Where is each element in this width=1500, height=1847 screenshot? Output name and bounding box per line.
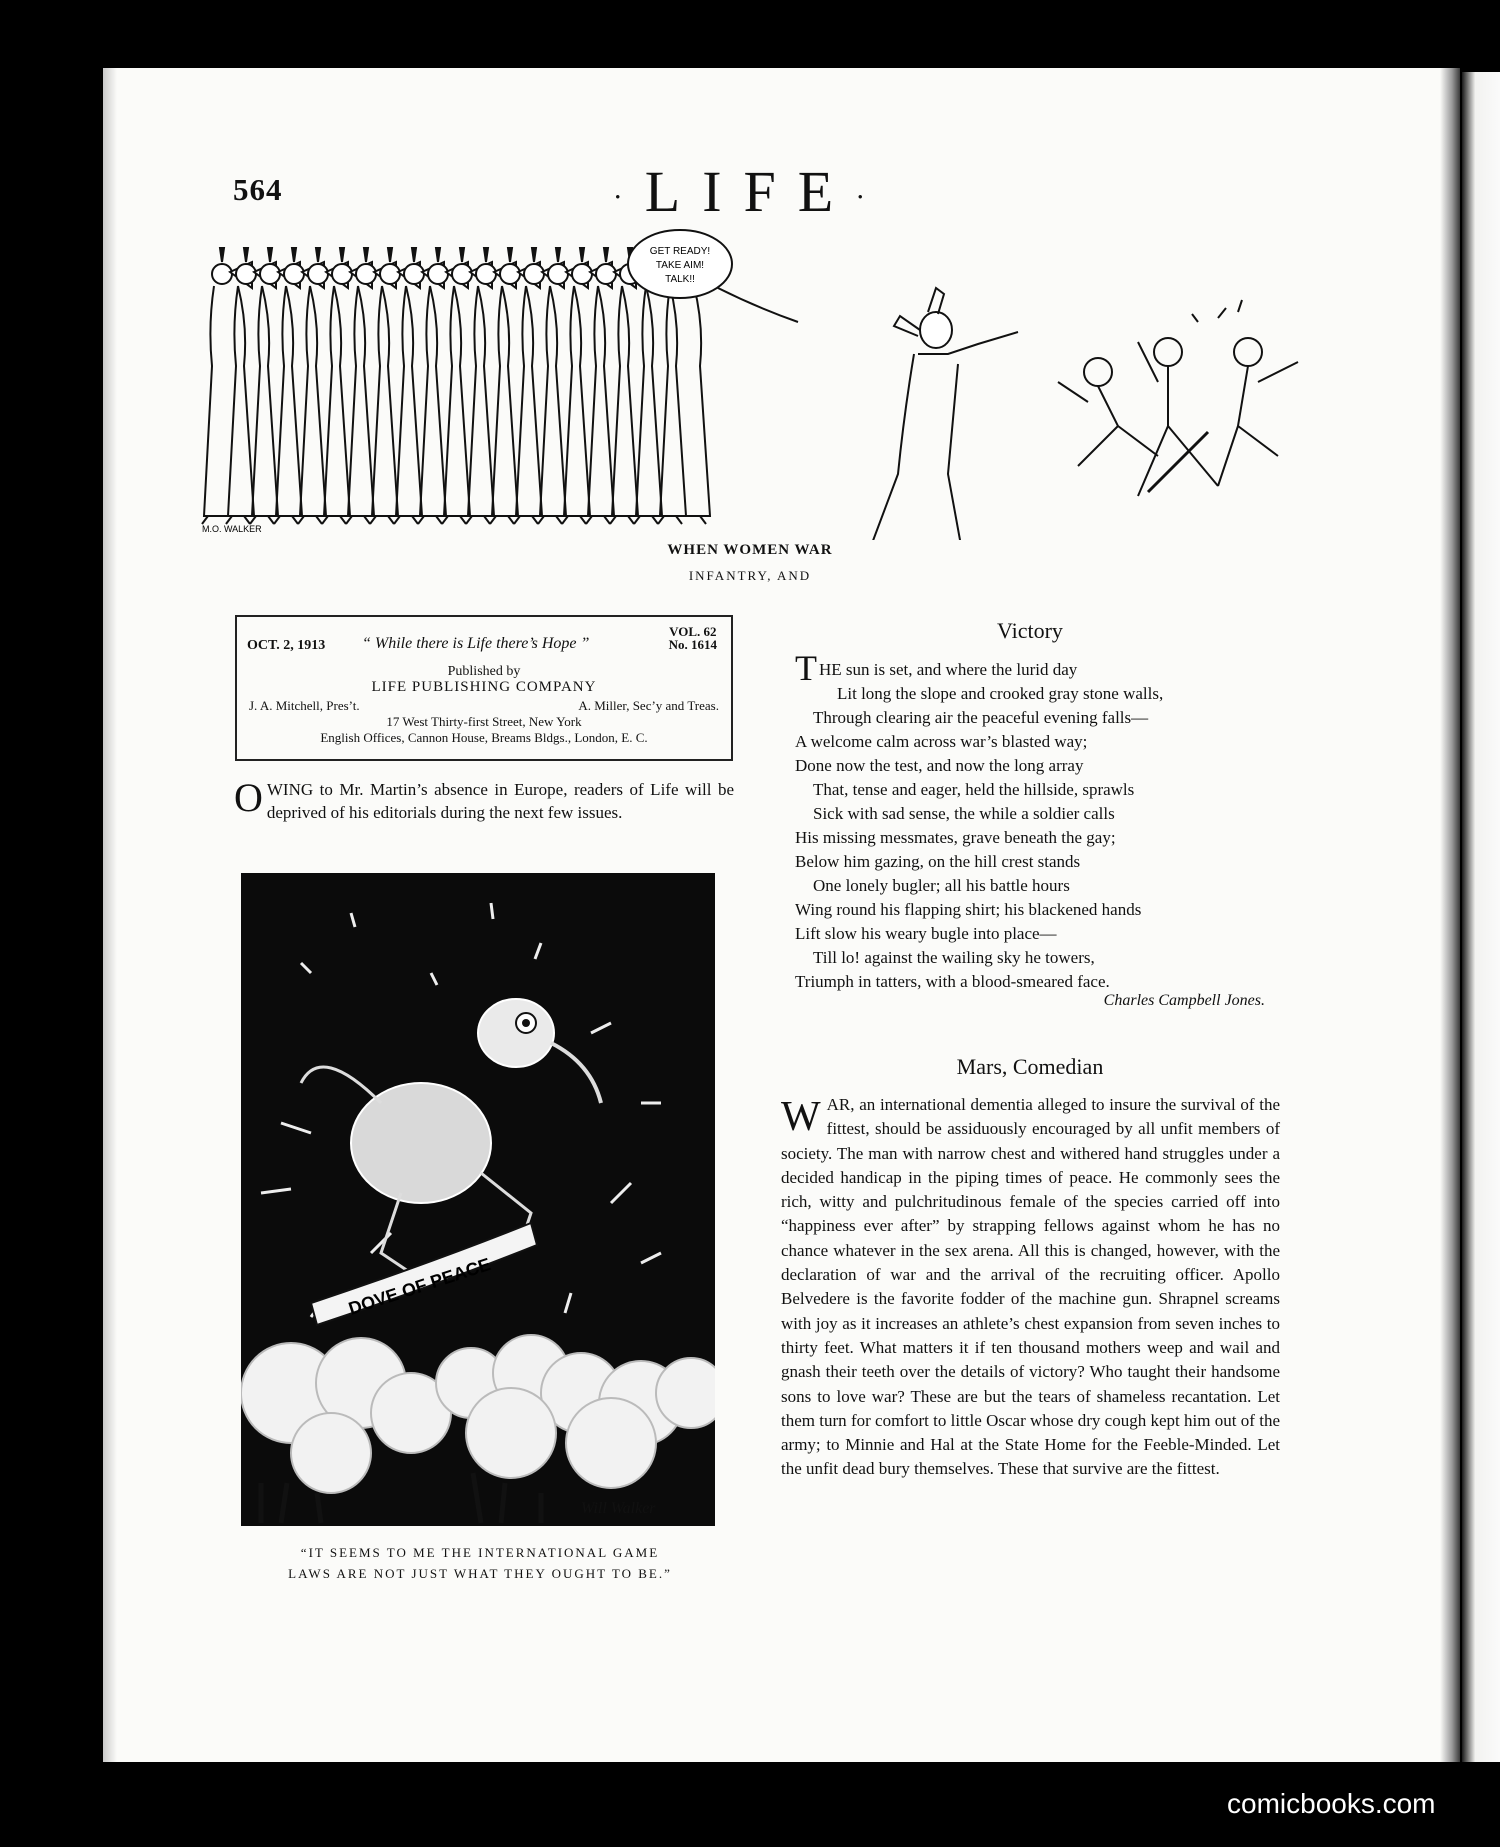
cartoon-caption-title: WHEN WOMEN WAR: [667, 542, 833, 558]
notice-text: WING to Mr. Martin’s absence in Europe, readers of Life will be deprived of his editorials during the next few issues.: [266, 780, 734, 822]
cartoon-caption-subtitle: INFANTRY, AND: [688, 568, 812, 583]
secretary: A. Miller, Sec’y and Treas.: [578, 698, 719, 713]
poem-line: Triumph in tatters, with a blood-smeared face.: [795, 972, 1110, 991]
dove-signature: Will Walker: [581, 1500, 656, 1517]
fleeing-soldiers: [1058, 300, 1298, 496]
poem-line: Below him gazing, on the hill crest stands: [795, 852, 1081, 871]
masthead-text: LIFE: [644, 159, 856, 224]
publisher-name: LIFE PUBLISHING COMPANY: [371, 679, 597, 695]
women-war-cartoon: [198, 222, 1318, 540]
publication-info-box: [235, 615, 733, 761]
speech-bubble: [628, 230, 798, 322]
poem-line: Wing round his flapping shirt; his blackened hands: [795, 900, 1142, 919]
cartoon-signature: M.O. WALKER: [202, 524, 262, 534]
poem-line: Lift slow his weary bugle into place—: [795, 924, 1057, 943]
published-by: Published by: [447, 664, 521, 679]
dove-of-peace-cartoon: [241, 873, 715, 1526]
poem-line: HE sun is set, and where the lurid day: [819, 660, 1078, 679]
poem-line: Sick with sad sense, the while a soldier calls: [813, 804, 1115, 823]
poem-line: A welcome calm across war’s blasted way;: [795, 732, 1088, 751]
notice-dropcap: O: [234, 775, 263, 820]
victory-dropcap: T: [795, 648, 817, 688]
victory-poem: [795, 648, 1275, 994]
issue-number: No. 1614: [668, 637, 717, 652]
masthead-title: [0, 158, 1500, 225]
editorial-notice: [234, 775, 734, 824]
poem-line: Lit long the slope and crooked gray stone walls,: [837, 684, 1164, 703]
poem-line: Through clearing air the peaceful evening falls—: [813, 708, 1149, 727]
bubble-line-1: GET READY!: [649, 246, 711, 257]
poem-line: Done now the test, and now the long array: [795, 756, 1084, 775]
issue-date: OCT. 2, 1913: [247, 638, 326, 653]
victory-title: Victory: [997, 618, 1063, 643]
dove-caption: [245, 1542, 715, 1584]
bubble-line-2: TAKE AIM!: [655, 260, 705, 271]
english-offices: English Offices, Cannon House, Breams Bldgs., London, E. C.: [320, 730, 648, 745]
watermark: comicbooks.com: [1227, 1788, 1436, 1819]
masthead-dot-left: ·: [612, 180, 645, 214]
volume-number: [669, 625, 717, 651]
volume: VOL. 62: [669, 624, 717, 639]
mars-dropcap: W: [781, 1094, 821, 1140]
officer-figure: [868, 288, 1018, 540]
dove-caption-line-1: “IT SEEMS TO ME THE INTERNATIONAL GAME: [300, 1545, 660, 1560]
president: J. A. Mitchell, Pres’t.: [249, 698, 360, 713]
magazine-motto: “ While there is Life there’s Hope ”: [362, 635, 590, 652]
mars-article: [781, 1093, 1280, 1482]
officers-line: [249, 697, 719, 714]
bubble-line-3: TALK!!: [665, 274, 695, 285]
page-fold-shadow: [1440, 68, 1460, 1762]
banner-text: DOVE OF PEACE: [346, 1254, 494, 1319]
page-number: 564: [233, 172, 283, 207]
poem-line: That, tense and eager, held the hillside, sprawls: [813, 780, 1135, 799]
page-edge-shadow: [103, 68, 117, 1762]
poem-line: Till lo! against the wailing sky he towers,: [813, 948, 1095, 967]
victory-author: Charles Campbell Jones.: [1103, 992, 1265, 1009]
mars-title: Mars, Comedian: [956, 1054, 1104, 1079]
next-page-edge: [1462, 72, 1500, 1762]
poem-line: His missing messmates, grave beneath the gay;: [795, 828, 1116, 847]
mars-text: AR, an international dementia alleged to insure the survival of the fittest, should be assiduously encouraged by all unfit members of society. The man with narrow chest and withered hand struggles under a decided handicap in the piping times of peace. He commonly sees the rich, witty and pulchritudinous female of the species carried off into “happiness ever after” by strapping fellows against whom he has no chance whatever in the sex arena. All this is changed, however, with the declaration of war and the arrival of the recruiting officer. Apollo Belvedere is the favorite fodder of the machine gun. Shrapnel screams with joy as it increases an athlete’s chest expansion from seven inches to thirty feet. What matters it if ten thousand mothers weep and wail and gnash their teeth over the details of victory? Who taught their handsome sons to love war? These are but the tears of shameless recantation. Let them turn for comfort to little Oscar whose dry cough kept him out of the army; to Minnie and Hal at the State Home for the Feeble-Minded. Let the unfit dead bury themselves. These that survive are the fittest.: [781, 1095, 1280, 1479]
dove-caption-line-2: LAWS ARE NOT JUST WHAT THEY OUGHT TO BE.”: [288, 1566, 672, 1581]
publisher-address: 17 West Thirty-first Street, New York: [386, 714, 582, 729]
masthead-dot-right: ·: [855, 180, 888, 214]
poem-line: One lonely bugler; all his battle hours: [813, 876, 1070, 895]
soldier-figure: [202, 248, 254, 524]
